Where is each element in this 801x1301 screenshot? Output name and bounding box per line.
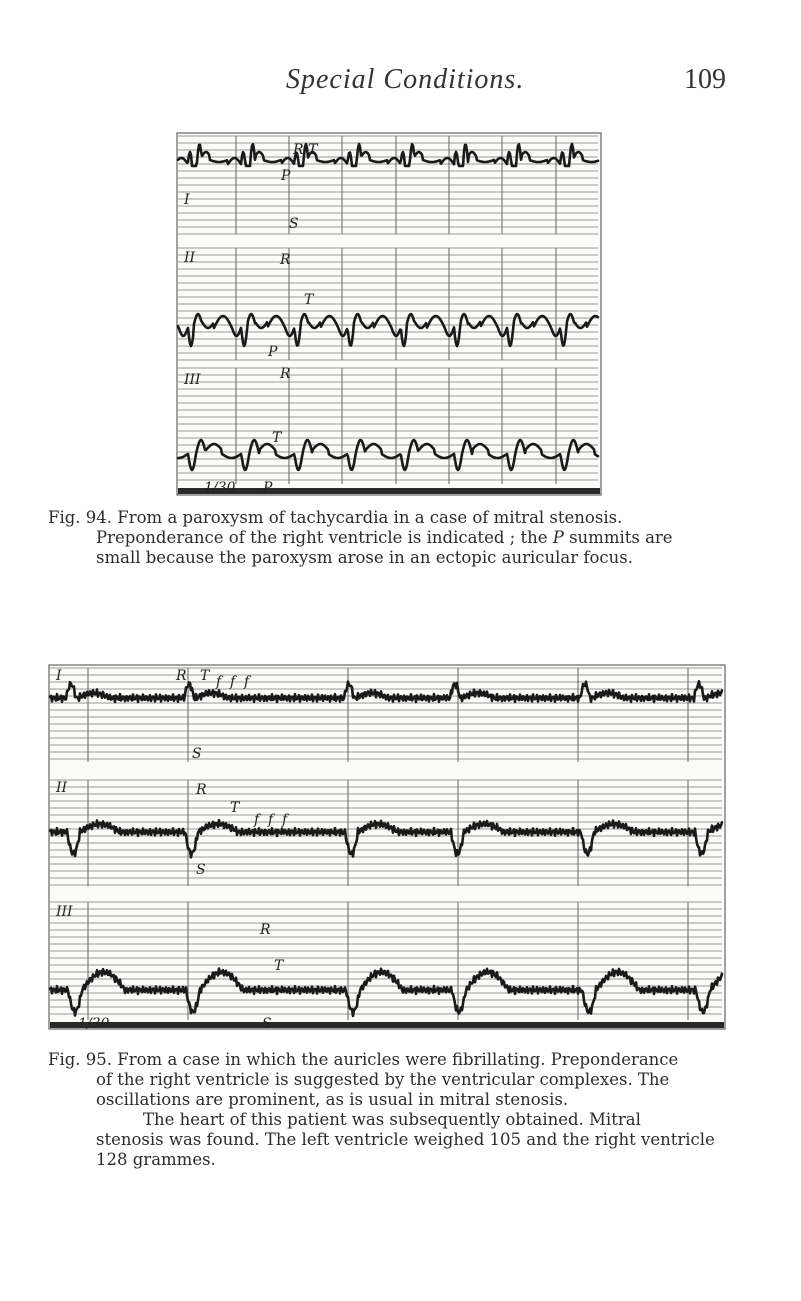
figure-95-ecg bbox=[48, 664, 726, 1030]
lead-i-trace bbox=[50, 681, 722, 702]
f-wave-label: f bbox=[244, 674, 250, 690]
r-wave-label: R bbox=[280, 366, 291, 382]
timescale-label: 1/30 bbox=[78, 1016, 110, 1030]
figure-95-caption-line2: of the right ventricle is suggested by the ventricular complexes. The bbox=[96, 1070, 670, 1089]
figure-95-caption bbox=[48, 1050, 758, 1170]
timescale-label: 1/30 bbox=[204, 480, 236, 496]
r-wave-label: R bbox=[293, 142, 304, 158]
t-wave-label: T bbox=[230, 800, 240, 816]
lead-ii-label: II bbox=[184, 250, 196, 266]
figure-94-label: Fig. 94. bbox=[48, 508, 113, 527]
figure-95-label: Fig. 95. bbox=[48, 1050, 113, 1069]
r-wave-label: R bbox=[176, 668, 187, 684]
figure-94-caption-line3: small because the paroxysm arose in an ectopic auricular focus. bbox=[96, 548, 633, 567]
lead-ii-trace bbox=[178, 314, 598, 346]
page-number: 109 bbox=[684, 64, 726, 95]
figure-95-caption-para2-line3: 128 grammes. bbox=[96, 1150, 216, 1169]
s-wave-label: S bbox=[262, 1016, 272, 1030]
figure-95-svg bbox=[48, 664, 726, 1030]
f-wave-label: f bbox=[254, 812, 260, 828]
lead-ii-label: II bbox=[56, 780, 68, 796]
lead-i-trace bbox=[178, 144, 598, 166]
figure-94-caption-italic: P bbox=[552, 528, 564, 547]
lead-iii-label: III bbox=[184, 372, 201, 388]
lead-iii-label: III bbox=[56, 904, 73, 920]
t-wave-label: T bbox=[200, 668, 210, 684]
lead-i-label: I bbox=[56, 668, 62, 684]
figure-94-caption-line2: Preponderance of the right ventricle is indicated ; the bbox=[96, 528, 548, 547]
page-header bbox=[0, 64, 801, 100]
figure-95-caption-para2-line2: stenosis was found. The left ventricle weighed 105 and the right ventricle bbox=[96, 1130, 715, 1149]
s-wave-label: S bbox=[192, 746, 202, 762]
time-strip bbox=[50, 1022, 724, 1028]
lead-iii-trace bbox=[50, 969, 722, 1016]
s-wave-label: S bbox=[196, 862, 206, 878]
figure-94-svg bbox=[176, 132, 602, 496]
figure-94-caption-line2b: summits are bbox=[569, 528, 673, 547]
r-wave-label: R bbox=[196, 782, 207, 798]
p-wave-label: P bbox=[268, 344, 278, 360]
r-wave-label: R bbox=[260, 922, 271, 938]
lead-iii-trace bbox=[178, 440, 598, 470]
s-wave-label: S bbox=[289, 216, 299, 232]
figure-95-caption-para2-line1: The heart of this patient was subsequently obtained. Mitral bbox=[143, 1110, 641, 1129]
t-wave-label: T bbox=[272, 430, 282, 446]
t-wave-label: T bbox=[308, 142, 318, 158]
figure-95-caption-line3: oscillations are prominent, as is usual in mitral stenosis. bbox=[96, 1090, 569, 1109]
p-wave-label: P bbox=[281, 168, 291, 184]
lead-ii-trace bbox=[50, 820, 722, 857]
figure-94-caption-line1: From a paroxysm of tachycardia in a case of mitral stenosis. bbox=[117, 508, 623, 527]
t-wave-label: T bbox=[274, 958, 284, 974]
f-wave-label: f bbox=[282, 812, 288, 828]
figure-frame bbox=[177, 133, 601, 495]
figure-95-caption-line1: From a case in which the auricles were fibrillating. Preponderance bbox=[117, 1050, 679, 1069]
time-strip bbox=[178, 488, 600, 494]
f-wave-label: f bbox=[268, 812, 274, 828]
lead-i-label: I bbox=[184, 192, 190, 208]
t-wave-label: T bbox=[304, 292, 314, 308]
p-wave-label: P bbox=[263, 480, 273, 496]
figure-94-caption bbox=[48, 508, 758, 568]
f-wave-label: f bbox=[216, 674, 222, 690]
running-head: Special Conditions. bbox=[286, 64, 525, 95]
figure-94-ecg bbox=[176, 132, 602, 496]
r-wave-label: R bbox=[280, 252, 291, 268]
f-wave-label: f bbox=[230, 674, 236, 690]
